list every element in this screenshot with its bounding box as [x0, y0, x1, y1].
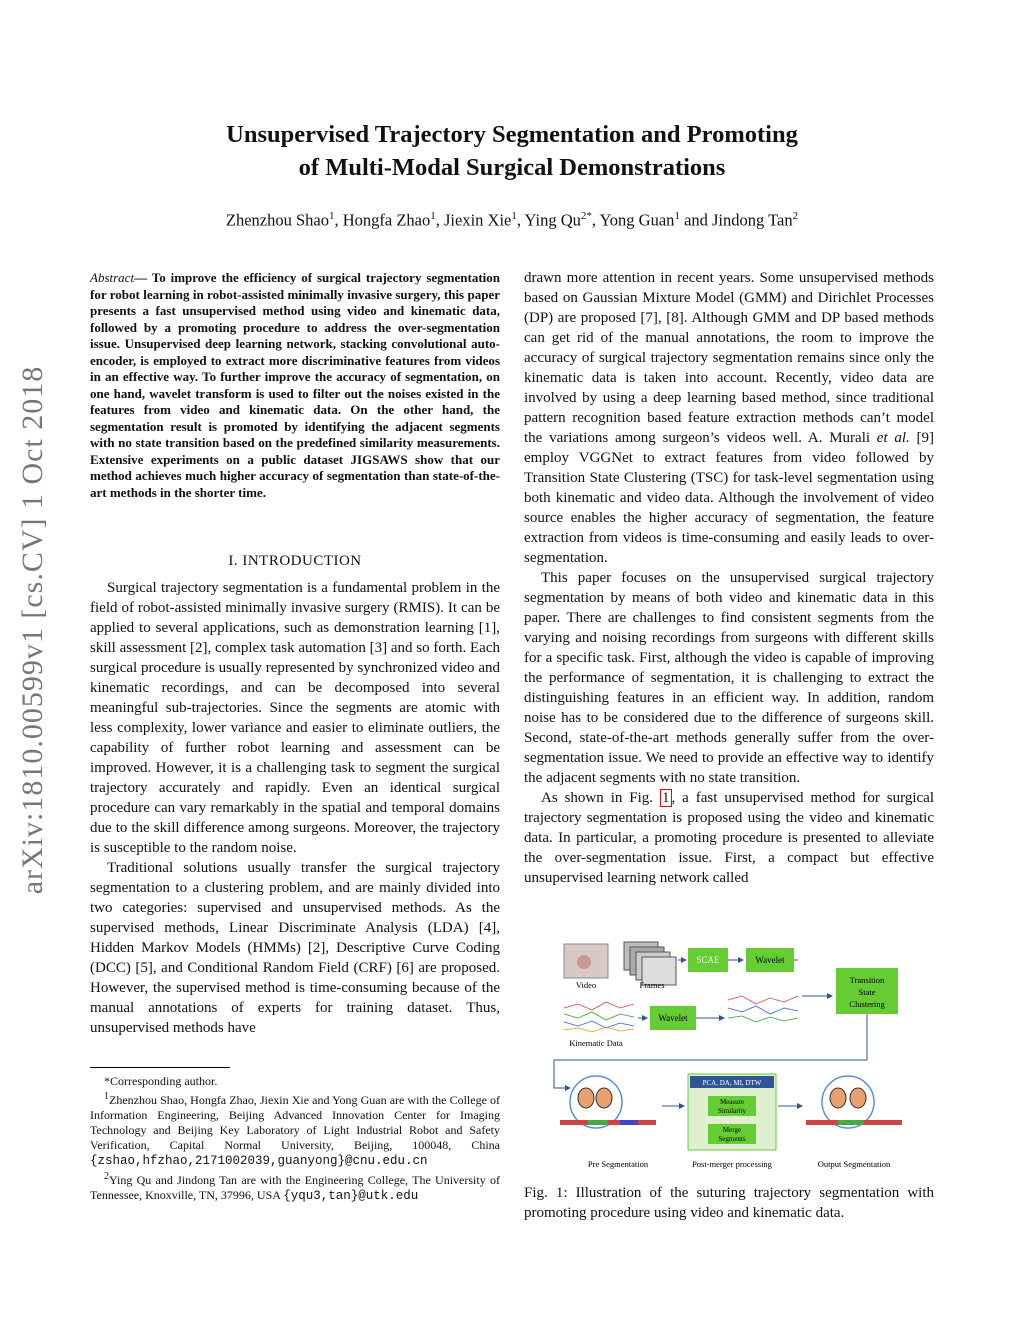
- section-heading: I. INTRODUCTION: [228, 553, 362, 569]
- merge-label-2: Segments: [718, 1135, 746, 1143]
- video-label: Video: [575, 980, 597, 990]
- merge-label-1: Merge: [722, 1126, 742, 1134]
- intro-right-column: [524, 268, 934, 888]
- abstract: Abstract— To improve the efficiency of surgical trajectory segmentation for robot learning in robot-assisted minimally invasive surgery, this paper presents a fast unsupervised method using video and kinematic data, followed by a promoting procedure to address the over-segmentation issue. Unsupervised deep learning network, stacking convolutional auto-encoder, is employed to extract more discriminative features from videos in an effective way. To further improve the accuracy of segmentation, on one hand, wavelet transform is used to filter out the noises existed in the features from video and kinematic data. On the other hand, the segmentation result is promoted by identifying the adjacent segments with no state transition based on the predefined similarity measurements. Extensive experiments on a public dataset JIGSAWS show that our method achieves much higher accuracy of segmentation than state-of-the-art methods in the shorter time.: [90, 270, 500, 500]
- post-merger-label: Post-merger processing: [692, 1159, 772, 1169]
- footnotes: [90, 1074, 500, 1204]
- wavelet-label-bottom: Wavelet: [658, 1013, 688, 1023]
- abstract-text: To improve the efficiency of surgical trajectory segmentation for robot learning in robot-assisted minimally invasive surgery, this paper presents a fast unsupervised method using video and kinematic data, followed by a promoting procedure to address the over-segmentation issue. Unsupervised deep learning network, stacking convolutional auto-encoder, is employed to extract more discriminative features from videos in an effective way. To further improve the accuracy of segmentation, on one hand, wavelet transform is used to filter out the noises existed in the features from video and kinematic data. On the other hand, the segmentation result is promoted by identifying the adjacent segments with no state transition based on the predefined similarity measurements. Extensive experiments on a public dataset JIGSAWS show that our method achieves much higher accuracy of segmentation than state-of-the-art methods in the shorter time.: [90, 270, 500, 500]
- pre-seg-label: Pre Segmentation: [587, 1159, 649, 1169]
- figure-caption: Fig. 1: Illustration of the suturing trajectory segmentation with promoting procedure using video and kinematic data.: [524, 1185, 934, 1221]
- footnote-2: $^2$Ying Qu and Jindong Tan are with the Engineering College, The University of Tennessee, Knoxville, TN, 37996, USA {yqu3,tan}@utk.edu: [90, 1171, 500, 1203]
- intro-left-column: [90, 578, 500, 1038]
- paragraph: Surgical trajectory segmentation is a fundamental problem in the field of robot-assisted minimally invasive surgery (RMIS). It can be applied to several applications, such as demonstration learning [1], skill assessment [2], complex task automation [3] and so forth. Each surgical procedure is usually represented by synchronized video and kinematic recordings, and can be decomposed into several meaningful sub-trajectories. Since the segments are atomic with less complexity, lower variance and easier to eliminate outliers, the capability of further robot learning and assessment can be improved. However, it is a challenging task to segment the surgical trajectory accurately and rapidly. Even an identical surgical procedure can vary remarkably in the spatial and temporal domains due to the skill difference among surgeons. Moreover, the trajectory is susceptible to the random noise.: [90, 580, 500, 856]
- frames-label: Frames: [639, 980, 665, 990]
- footnote-1: $^1$Zhenzhou Shao, Hongfa Zhao, Jiexin Xie and Yong Guan are with the College of Information Engineering, Beijing Advanced Innovation Center for Imaging Technology and Beijing Key Laboratory of Light Industrial Robot and Safety Verification, Capital Normal University, Beijing, 100048, China {zshao,hfzhao,2171002039,guanyong}@cnu.edu.cn: [90, 1091, 500, 1168]
- paragraph: Traditional solutions usually transfer the surgical trajectory segmentation to a clustering problem, and are mainly divided into two categories: supervised and unsupervised methods. As the supervised methods, Linear Discriminate Analysis (LDA) [4], Hidden Markov Models (HMMs) [2], Descriptive Curve Coding (DCC) [5], and Conditional Random Field (CRF) [6] are proposed. However, the supervised method is time-consuming because of the manual annotations of experts for training dataset. Thus, unsupervised methods have: [90, 860, 500, 1036]
- output-seg-label: Output Segmentation: [817, 1159, 891, 1169]
- paragraph: As shown in Fig. 1 , a fast unsupervised method for surgical trajectory segmentation is proposed using the video and kinematic data. In particular, a promoting procedure is presented to alleviate the over-segmentation issue. First, a compact but effective unsupervised learning network called: [524, 790, 934, 886]
- paper-title: [120, 118, 904, 184]
- footnote-corresponding: *Corresponding author.: [104, 1074, 218, 1088]
- tsc-label-1: Transition: [849, 975, 885, 985]
- pca-label: PCA, DA, MI, DTW: [702, 1079, 762, 1087]
- paragraph: This paper focuses on the unsupervised surgical trajectory segmentation by means of both video and kinematic data in this paper. There are challenges to find consistent segments from the varying and noising recordings from surgeons with different skills for a specific task. First, although the video is capable of improving the performance of segmentation, it is challenging to extract the distinguishing features in an efficient way. In addition, random noise has to be considered due to the difference of surgeons skill. Second, state-of-the-art methods generally suffer from the over-segmentation issue. We need to provide an effective way to identify the adjacent segments with no state transition.: [524, 570, 934, 786]
- author-list: Zhenzhou Shao$^1$, Hongfa Zhao$^1$, Jiexin Xie$^1$, Ying $Qu^{2*}$, Yong Guan$^1$ and Jindong Tan$^2$: [225, 210, 799, 230]
- email-1: {zshao,hfzhao,2171002039,guanyong}@cnu.edu.cn: [90, 1154, 428, 1168]
- kinematic-signal-plot: [564, 1002, 634, 1032]
- title-line-2: of Multi-Modal Surgical Demonstrations: [298, 154, 726, 181]
- paragraph: drawn more attention in recent years. Some unsupervised methods based on Gaussian Mixture Model (GMM) and Dirichlet Processes (DP) are proposed [7], [8]. Although GMM and DP based methods can get rid of the manual annotations, the room to improve the accuracy of surgical trajectory segmentation remains since only the kinematic data is taken into account. Recently, video data are involved by using a deep learning based method, since traditional pattern recognition based feature extraction methods can’t model the variations among surgeon’s videos well. A. Murali et al. [9] employ VGGNet to extract features from video followed by Transition State Clustering (TSC) for task-level segmentation using both kinematic and video data. Although the involvement of video source enables the higher accuracy of segmentation, the feature extraction from videos is time-consuming and easily leads to over-segmentation.: [524, 270, 934, 566]
- wavelet-label-top: Wavelet: [755, 955, 785, 965]
- figure-ref-link[interactable]: 1: [662, 790, 670, 806]
- tsc-label-3: Clustering: [849, 999, 885, 1009]
- video-feature-plot: [728, 996, 798, 1022]
- kinematic-label: Kinematic Data: [569, 1038, 623, 1048]
- scae-label: SCAE: [696, 955, 720, 965]
- email-2: {yqu3,tan}@utk.edu: [283, 1189, 419, 1203]
- figure-1-diagram: [548, 938, 912, 1178]
- footnote-rule: [90, 1067, 230, 1068]
- abstract-label: Abstract: [90, 270, 135, 285]
- measure-label-2: Similarity: [718, 1107, 746, 1115]
- measure-label-1: Measure: [719, 1098, 745, 1106]
- arxiv-stamp: arXiv:1810.00599v1 [cs.CV] 1 Oct 2018: [16, 365, 49, 895]
- title-line-1: Unsupervised Trajectory Segmentation and Promoting: [226, 121, 798, 148]
- tsc-label-2: State: [858, 987, 876, 997]
